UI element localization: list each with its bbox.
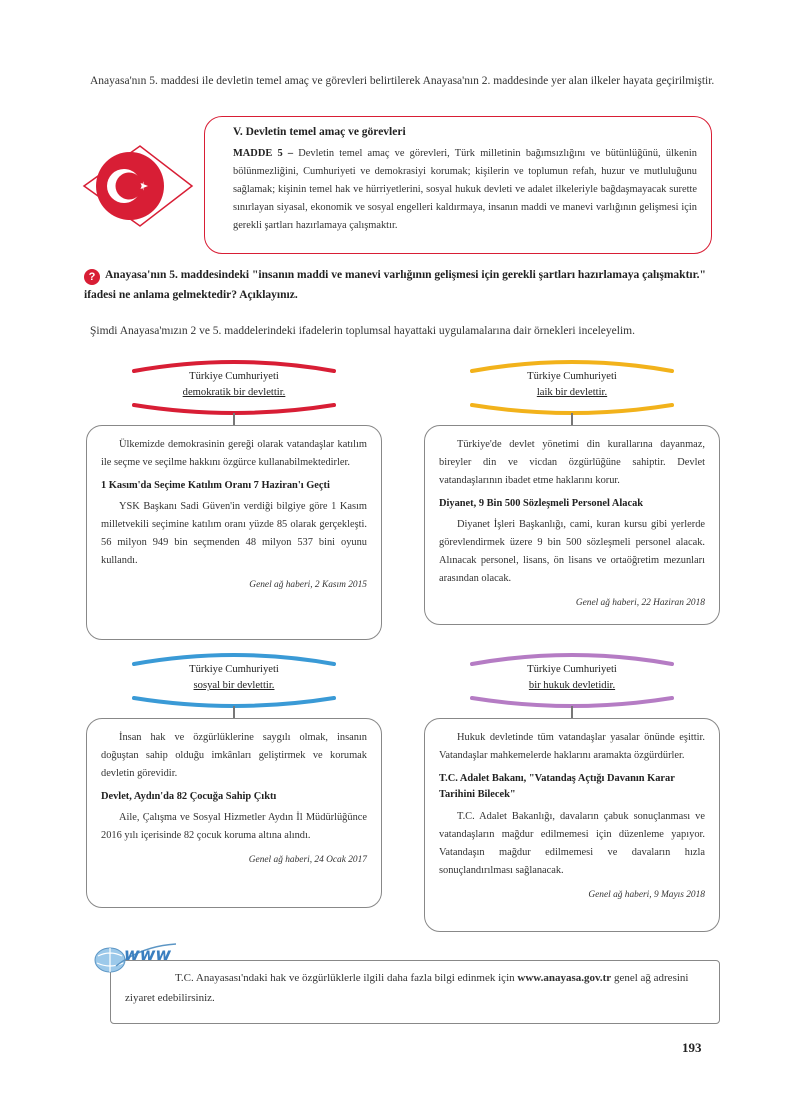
- web-info-text: [125, 969, 705, 1009]
- label-rule-of-law: [466, 662, 678, 695]
- card-text: Türkiye'de devlet yönetimi din kurallarına dayanmaz, bireyler din ve vicdan özgürlüğüne sahiptir. Devlet vatandaşlarının ibadet etme haklarını korur.: [439, 439, 705, 486]
- card-text: İnsan hak ve özgürlüklerine saygılı olmak, insanın doğuştan sahip olduğu imkânları geliştirmek ve korumak devletin görevidir.: [101, 732, 367, 779]
- card-democratic: [86, 425, 382, 640]
- web-text-before: T.C. Anayasası'ndaki hak ve özgürlüklerle ilgili daha fazla bilgi edinmek için: [175, 972, 518, 984]
- label-line2: bir hukuk devletidir.: [528, 680, 616, 692]
- news-headline: 1 Kasım'da Seçime Katılım Oranı 7 Haziran'ı Geçti: [101, 479, 330, 491]
- news-body: Aile, Çalışma ve Sosyal Hizmetler Aydın İl Müdürlüğünce 2016 yılı içerisinde 82 çocuk koruma altına alındı.: [101, 812, 367, 842]
- card-social: [86, 718, 382, 908]
- news-body: Diyanet İşleri Başkanlığı, cami, kuran kursu gibi yerlerde görevlendirmek üzere 9 bin 500 sözleşmeli personel alacak. Alınacak personel, lisans, ön lisans ve ortaöğretim mezunları arasından olacak.: [439, 519, 705, 584]
- label-line1: Türkiye Cumhuriyeti: [527, 371, 617, 382]
- web-text-after: genel ağ adresini ziyaret edebilirsiniz.: [125, 972, 689, 1004]
- card-rule-of-law: [424, 718, 720, 932]
- question-mark-icon: ?: [84, 269, 100, 285]
- question: [84, 266, 720, 305]
- examples-intro: Şimdi Anayasa'mızın 2 ve 5. maddelerindeki ifadelerin toplumsal hayattaki uygulamalarına dair örnekleri inceleyelim.: [90, 325, 635, 337]
- article-box: [204, 116, 712, 254]
- intro-paragraph: Anayasa'nın 5. maddesi ile devletin temel amaç ve görevleri belirtilerek Anayasa'nın 2. maddesinde yer alan ilkeler hayata geçirilmiştir.: [90, 75, 715, 87]
- card-text: Hukuk devletinde tüm vatandaşlar yasalar önünde eşittir. Vatandaşlar mahkemelerde haklarını aramakta özgürdürler.: [439, 732, 705, 761]
- news-body: YSK Başkanı Sadi Güven'in verdiği bilgiye göre 1 Kasım milletvekili seçimine katılım oranı yüzde 85 olarak gerçekleşti. 56 milyon 949 bin seçmenden 48 milyon 537 bini oyunu kullandı.: [101, 501, 367, 567]
- web-info-box: [110, 960, 720, 1024]
- news-headline: Diyanet, 9 Bin 500 Sözleşmeli Personel Alacak: [439, 497, 644, 509]
- label-line2: demokratik bir devlettir.: [182, 387, 286, 399]
- page-number: 193: [682, 1040, 702, 1055]
- label-secular: [466, 369, 678, 402]
- label-line1: Türkiye Cumhuriyeti: [189, 371, 279, 382]
- article-title: V. Devletin temel amaç ve görevleri: [233, 126, 406, 138]
- question-text: Anayasa'nın 5. maddesindeki "insanın maddi ve manevi varlığının gelişmesi için gerekli şartları hazırlamaya çalışmaktır." ifadesi ne anlama gelmektedir? Açıklayınız.: [84, 269, 706, 301]
- label-democratic: [128, 369, 340, 402]
- article-text: Devletin temel amaç ve görevleri, Türk milletinin bağımsızlığını ve bütünlüğünü, ülkenin bölünmezliğini, Cumhuriyeti ve demokrasiyi korumak; kişilerin ve toplumun refah, huzur ve mutluluğunu sağlamak; kişinin temel hak ve hürriyetlerini, sosyal hukuk devleti ve adalet ilkeleriyle bağdaşmayacak surette sınırlayan siyasal, ekonomik ve sosyal engelleri kaldırmaya, insanın maddi ve manevi varlığının gelişmesi için gerekli şartları hazırlamaya çalışmaktır.: [233, 148, 697, 231]
- news-source: Genel ağ haberi, 9 Mayıs 2018: [588, 889, 705, 900]
- www-logo-text: www: [124, 945, 172, 965]
- news-source: Genel ağ haberi, 2 Kasım 2015: [249, 579, 367, 590]
- article-label: MADDE 5 –: [233, 148, 294, 159]
- card-text: Ülkemizde demokrasinin gereği olarak vatandaşlar katılım ile seçme ve seçilme hakkını özgürce kullanabilmektedirler.: [101, 439, 367, 468]
- news-body: T.C. Adalet Bakanlığı, davaların çabuk sonuçlanması ve vatandaşların mağdur edilmemesi için düzenleme yapıyor. Vatandaşın mağdur edilmemesi ve davaların hızla sonuçlandırılması sağlanacak.: [439, 811, 705, 876]
- label-line1: Türkiye Cumhuriyeti: [527, 664, 617, 675]
- www-globe-icon: [90, 938, 180, 974]
- news-headline: T.C. Adalet Bakanı, "Vatandaş Açtığı Davanın Karar Tarihini Bilecek": [439, 772, 675, 801]
- article-body: [233, 145, 697, 234]
- label-line1: Türkiye Cumhuriyeti: [189, 664, 279, 675]
- label-line2: sosyal bir devlettir.: [193, 680, 275, 692]
- news-source: Genel ağ haberi, 24 Ocak 2017: [248, 855, 367, 866]
- card-secular: [424, 425, 720, 625]
- web-url-link[interactable]: www.anayasa.gov.tr: [517, 972, 612, 984]
- news-headline: Devlet, Aydın'da 82 Çocuğa Sahip Çıktı: [101, 790, 277, 802]
- news-source: Genel ağ haberi, 22 Haziran 2018: [575, 597, 705, 608]
- label-social: [128, 662, 340, 695]
- turkish-flag-icon: [80, 142, 196, 230]
- label-line2: laik bir devlettir.: [536, 387, 608, 399]
